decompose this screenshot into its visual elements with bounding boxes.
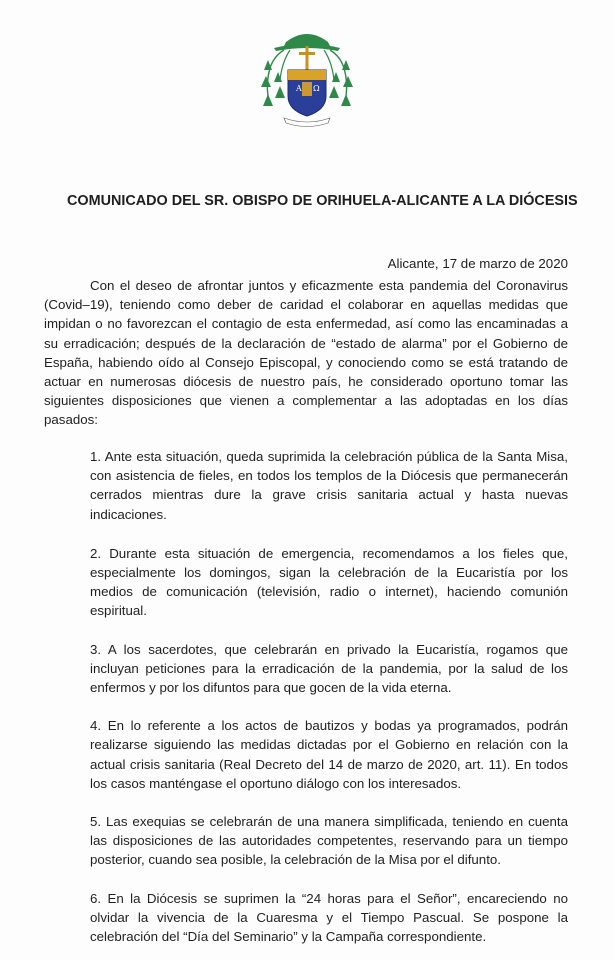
disposition-item: 6. En la Diócesis se suprimen la “24 horas para el Señor”, encareciendo no olvidar la vivencia de la Cuaresma y el Tiempo Pascual. Se pospone la celebración del “Día del Seminario” y la Campaña correspondiente. xyxy=(90,890,568,945)
disposition-item: 4. En lo referente a los actos de bautizos y bodas ya programados, podrán realizarse siguiendo las medidas dictadas por el Gobierno en relación con la actual crisis sanitaria (Real Decreto del 14 de marzo de 2020, art. 11). En todos los casos manténgase el oportuno diálogo con los interesados. xyxy=(90,718,568,791)
svg-text:A: A xyxy=(296,84,302,93)
episcopal-coat-of-arms-icon xyxy=(256,22,358,130)
disposition-item: 5. Las exequias se celebrarán de una manera simplificada, teniendo en cuenta las disposiciones de las autoridades competentes, reservando para un tiempo posterior, cuando sea posible, la celebración de la Misa por el difunto. xyxy=(90,814,568,868)
disposition-item: 1. Ante esta situación, queda suprimida la celebración pública de la Santa Misa, con asistencia de fieles, en todos los templos de la Diócesis que permanecerán cerrados mientras dure la grave crisis sanitaria actual y hasta nuevas indicaciones. xyxy=(90,449,568,522)
document-title: COMUNICADO DEL SR. OBISPO DE ORIHUELA-ALICANTE A LA DIÓCESIS xyxy=(67,193,578,209)
svg-text:Ω: Ω xyxy=(313,84,320,93)
disposition-item: 2. Durante esta situación de emergencia, recomendamos a los fieles que, especialmente los domingos, sigan la celebración de la Eucaristía por los medios de comunicación (televisión, radio o internet), haciendo comunión espiritual. xyxy=(90,545,568,619)
document-date: Alicante, 17 de marzo de 2020 xyxy=(387,256,568,271)
disposition-item: 3. A los sacerdotes, que celebrarán en privado la Eucaristía, rogamos que incluyan peticiones para la erradicación de la pandemia, por la salud de los enfermos y por los difuntos para que gocen de la vida eterna. xyxy=(90,641,568,696)
disposition-list xyxy=(90,447,568,965)
intro-paragraph: Con el deseo de afrontar juntos y eficazmente esta pandemia del Coronavirus (Covid–19), teniendo como deber de caridad el colaborar en aquellas medidas que impidan o no favorezcan el contagio de esta enfermedad, así como las encaminadas a su erradicación; después de la declaración de “estado de alarma” por el Gobierno de España, habiendo oído al Consejo Episcopal, y conociendo como se está tratando de actuar en numerosas diócesis de nuestro país, he considerado oportuno tomar las siguientes disposiciones que vienen a complementar a las adoptadas en los días pasados: xyxy=(44,278,568,428)
